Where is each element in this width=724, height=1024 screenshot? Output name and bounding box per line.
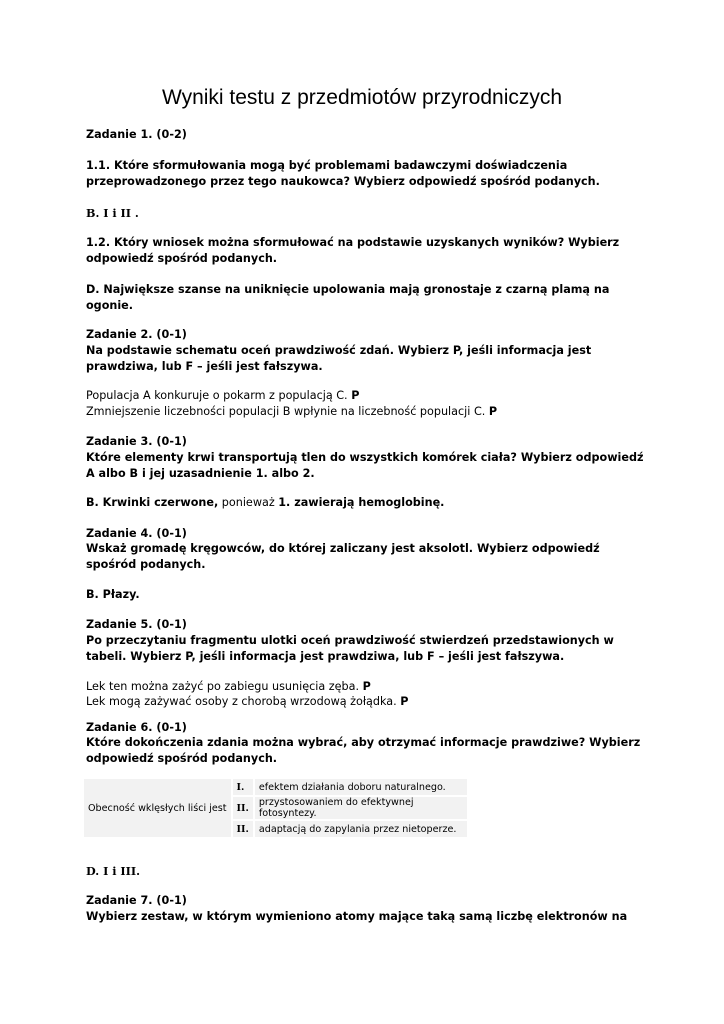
option-number: II. — [233, 797, 255, 819]
task5-statement-1 — [86, 679, 646, 695]
task2-question: Na podstawie schematu oceń prawdziwość zdań. Wybierz P, jeśli informacja jest prawdziwa, lub F – jeśli jest fałszywa. — [86, 344, 592, 373]
task6-question: Które dokończenia zdania można wybrać, aby otrzymać informacje prawdziwe? Wybierz odpowiedź spośród podanych. — [86, 736, 641, 765]
task3-question: Które elementy krwi transportują tlen do wszystkich komórek ciała? Wybierz odpowiedź A albo B i jej uzasadnienie 1. albo 2. — [86, 451, 644, 480]
task3-answer — [86, 495, 646, 511]
option-text: adaptacją do zapylania przez nietoperze. — [255, 821, 469, 837]
answer-justification: 1. zawierają hemoglobinę. — [278, 496, 445, 509]
option-number: II. — [233, 821, 255, 837]
answer-choice: B. Krwinki czerwone, — [86, 496, 219, 509]
statement-answer: P — [362, 680, 371, 693]
task2-statement-1 — [86, 388, 646, 404]
statement-answer: P — [351, 389, 360, 402]
task4-question: Wskaż gromadę kręgowców, do której zaliczany jest aksolotl. Wybierz odpowiedź spośród podanych. — [86, 542, 600, 571]
task5-question: Po przeczytaniu fragmentu ulotki oceń prawdziwość stwierdzeń przedstawionych w tabeli. Wybierz P, jeśli informacja jest prawdziwa, lub F – jeśli jest fałszywa. — [86, 634, 614, 663]
table-row — [84, 779, 469, 795]
task1-answer1: B. I i II . — [86, 206, 139, 220]
task4-answer: B. Płazy. — [86, 588, 140, 601]
task1-question1: 1.1. Które sformułowania mogą być problemami badawczymi doświadczenia przeprowadzonego przez tego naukowca? Wybierz odpowiedź spośród podanych. — [86, 159, 600, 188]
statement-answer: P — [488, 405, 498, 418]
task1-heading: Zadanie 1. (0-2) — [86, 128, 187, 141]
option-number: I. — [233, 779, 255, 795]
task5-heading: Zadanie 5. (0-1) — [86, 618, 187, 631]
task7-question: Wybierz zestaw, w którym wymieniono atomy mające taką samą liczbę elektronów na — [86, 910, 628, 923]
task6-heading: Zadanie 6. (0-1) — [86, 721, 187, 734]
statement-text: Zmniejszenie liczebności populacji B wpłynie na liczebność populacji C. — [86, 405, 486, 418]
statement-text: Lek ten można zażyć po zabiegu usunięcia zęba. — [86, 680, 360, 693]
task2-heading: Zadanie 2. (0-1) — [86, 328, 187, 341]
task3-heading: Zadanie 3. (0-1) — [86, 435, 187, 448]
page-title: Wyniki testu z przedmiotów przyrodniczych — [161, 86, 563, 109]
task6-options-table — [84, 777, 469, 839]
sentence-stem: Obecność wklęsłych liści jest — [84, 779, 233, 837]
answer-connector: ponieważ — [218, 496, 279, 509]
task1-question2: 1.2. Który wniosek można sformułować na podstawie uzyskanych wyników? Wybierz odpowiedź spośród podanych. — [86, 236, 620, 265]
option-text: przystosowaniem do efektywnej fotosyntezy. — [255, 797, 469, 819]
task5-statement-2 — [86, 694, 646, 710]
task1-answer2: D. Największe szanse na uniknięcie upolowania mają gronostaje z czarną plamą na ogonie. — [86, 283, 610, 312]
statement-text: Lek mogą zażywać osoby z chorobą wrzodową żołądka. — [86, 695, 397, 708]
task7-heading: Zadanie 7. (0-1) — [86, 894, 187, 907]
statement-answer: P — [400, 695, 409, 708]
task6-answer: D. I i III. — [86, 864, 140, 878]
option-text: efektem działania doboru naturalnego. — [255, 779, 469, 795]
task2-statement-2 — [86, 404, 646, 420]
statement-text: Populacja A konkuruje o pokarm z populacją C. — [86, 389, 348, 402]
task4-heading: Zadanie 4. (0-1) — [86, 527, 187, 540]
